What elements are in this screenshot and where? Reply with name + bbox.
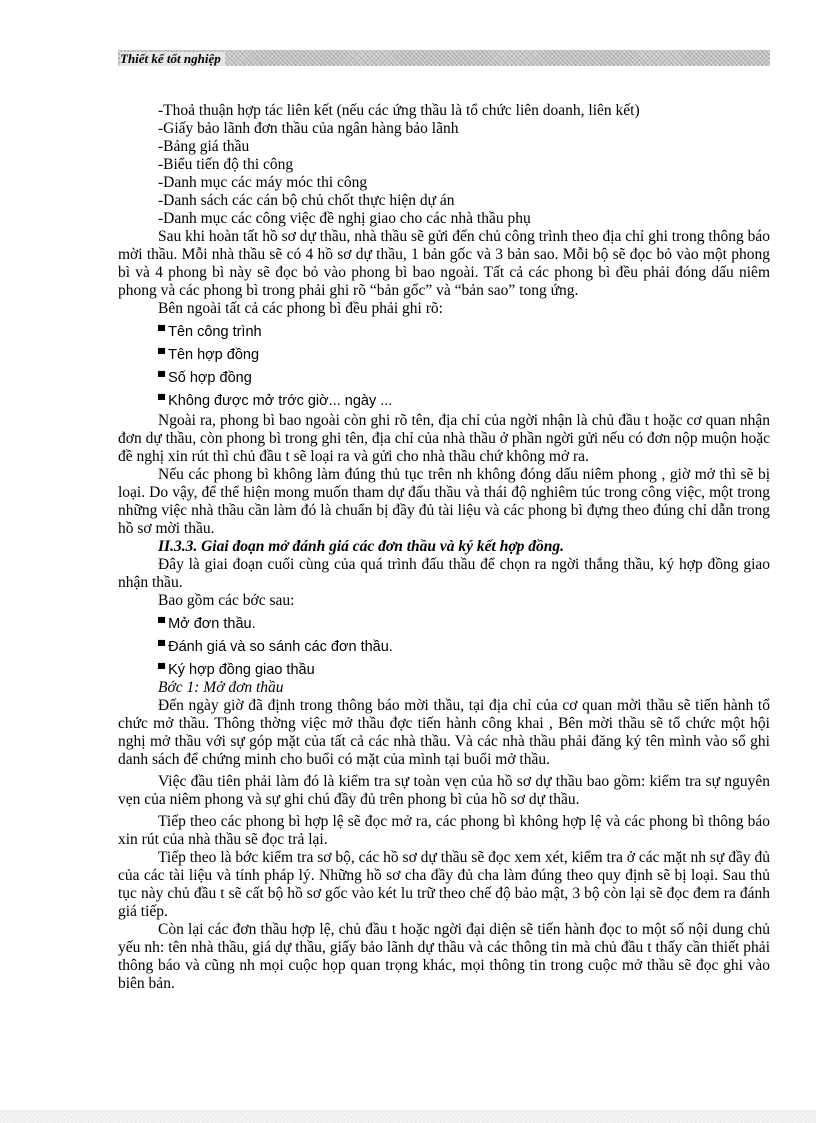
bullet-item: ▀ Ký hợp đồng giao thầu <box>158 662 315 678</box>
bullet-mark-icon: ▀ <box>158 641 166 652</box>
section-heading: II.3.3. Giai đoạn mở đánh giá các đơn thầu và ký kết hợp đồng. <box>158 538 565 555</box>
running-header-title: Thiết kế tốt nghiệp <box>120 52 225 66</box>
bullet-item: ▀ Tên hợp đồng <box>158 347 260 363</box>
paragraph: Tiếp theo là bớc kiểm tra sơ bộ, các hồ sơ dự thầu sẽ đọc xem xét, kiểm tra ở các mặt nh sự đầy đủ của các tài liệu và tính pháp lý. Những hồ sơ cha đầy đủ cha làm đúng theo quy định sẽ bị loại. Sau thủ tục này chủ đầu t sẽ cất bộ hồ sơ gốc vào két lu trữ theo chế độ bảo mật, 3 bộ còn lại sẽ đọc đem ra đánh giá tiếp. <box>118 849 770 920</box>
paragraph: Sau khi hoàn tất hồ sơ dự thầu, nhà thầu sẽ gửi đến chủ công trình theo địa chỉ ghi trong thông báo mời thầu. Mỗi nhà thầu sẽ có 4 hồ sơ dự thầu, 1 bản gốc và 3 bản sao. Mỗi bộ sẽ đọc bỏ vào một phong bì và 4 phong bì này sẽ đọc bỏ vào phong bì bao ngoài. Tất cả các phong bì đều phải đóng dấu niêm phong và các phong bì trong phải ghi rõ “bản gốc” và “bản sao” tong ứng. <box>118 228 770 299</box>
list-item: -Thoả thuận hợp tác liên kết (nếu các ứng thầu là tổ chức liên doanh, liên kết) <box>158 102 640 119</box>
list-item: -Danh mục các công việc đề nghị giao cho các nhà thầu phụ <box>158 210 531 227</box>
paragraph: Còn lại các đơn thầu hợp lệ, chủ đầu t hoặc ngời đại diện sẽ tiến hành đọc to một số nội dung chủ yếu nh: tên nhà thầu, giá dự thầu, giấy bảo lãnh dự thầu và các thông tin mà chủ đầu t thấy cần thiết phải thông báo và cũng nh mọi cuộc họp quan trọng khác, mọi thông tin trong cuộc mở thầu sẽ đọc ghi vào biên bản. <box>118 921 770 992</box>
bullet-item: ▀ Mở đơn thầu. <box>158 616 256 632</box>
paragraph: Tiếp theo các phong bì hợp lệ sẽ đọc mở ra, các phong bì không hợp lệ và các phong bì thông báo xin rút của nhà thầu sẽ đọc trả lại. <box>118 813 770 848</box>
bullet-item: ▀ Số hợp đồng <box>158 370 252 386</box>
list-item: -Giấy bảo lãnh đơn thầu của ngân hàng bảo lãnh <box>158 120 459 137</box>
step-heading: Bớc 1: Mở đơn thầu <box>158 679 284 696</box>
paragraph: Đây là giai đoạn cuối cùng của quá trình đấu thầu để chọn ra ngời thắng thầu, ký hợp đồng giao nhận thầu. <box>118 556 770 591</box>
bullet-item: ▀ Đánh giá và so sánh các đơn thầu. <box>158 639 393 655</box>
paragraph: Đến ngày giờ đã định trong thông báo mời thầu, tại địa chỉ của cơ quan mời thầu sẽ tiến hành tổ chức mở thầu. Thông thờng việc mở thầu đợc tiến hành công khai , Bên mời thầu sẽ tổ chức một hội nghị mở thầu với sự góp mặt của tất cả các nhà thầu. Và các nhà thầu phải đăng ký tên mình vào sổ ghi danh sách để chứng minh cho buổi có mặt của mình tại buổi mở thầu. <box>118 697 770 768</box>
document-body <box>118 102 770 993</box>
bullet-mark-icon: ▀ <box>158 395 166 406</box>
list-item: -Danh sách các cán bộ chủ chốt thực hiện dự án <box>158 192 455 209</box>
bullet-mark-icon: ▀ <box>158 372 166 383</box>
list-item: -Biểu tiến độ thi công <box>158 156 294 173</box>
paragraph: Nếu các phong bì không làm đúng thủ tục trên nh không đóng dấu niêm phong , giờ mở thì sẽ bị loại. Do vậy, để thể hiện mong muốn tham dự đấu thầu và thái độ nghiêm túc trong công việc, một trong những việc nhà thầu cần làm đó là chuẩn bị đầy đủ tài liệu và các phong bì đựng theo đúng chỉ dẫn trong hồ sơ mời thầu. <box>118 466 770 537</box>
bullet-mark-icon: ▀ <box>158 349 166 360</box>
list-item: -Bảng giá thầu <box>158 138 250 155</box>
bullet-item: ▀ Tên công trình <box>158 324 262 340</box>
paragraph: Bao gồm các bớc sau: <box>158 592 295 609</box>
bullet-mark-icon: ▀ <box>158 618 166 629</box>
paragraph: Ngoài ra, phong bì bao ngoài còn ghi rõ tên, địa chỉ của ngời nhận là chủ đầu t hoặc cơ quan nhận đơn dự thầu, còn phong bì trong ghi tên, địa chỉ của nhà thầu ở phần ngời gửi nếu có đơn nộp muộn hoặc đề nghị xin rút thì chủ đầu t sẽ loại ra và gửi cho nhà thầu chứ không mở ra. <box>118 412 770 465</box>
list-item: -Danh mục các máy móc thi công <box>158 174 368 191</box>
bullet-item: ▀ Không được mở trớc giờ... ngày ... <box>158 393 393 409</box>
bullet-mark-icon: ▀ <box>158 326 166 337</box>
paragraph: Bên ngoài tất cả các phong bì đều phải ghi rõ: <box>158 300 443 317</box>
paragraph: Việc đầu tiên phải làm đó là kiểm tra sự toàn vẹn của hồ sơ dự thầu bao gồm: kiểm tra sự nguyên vẹn của niêm phong và sự ghi chú đầy đủ trên phong bì của hồ sơ dự thầu. <box>118 773 770 808</box>
footer-band <box>0 1110 816 1123</box>
bullet-mark-icon: ▀ <box>158 664 166 675</box>
